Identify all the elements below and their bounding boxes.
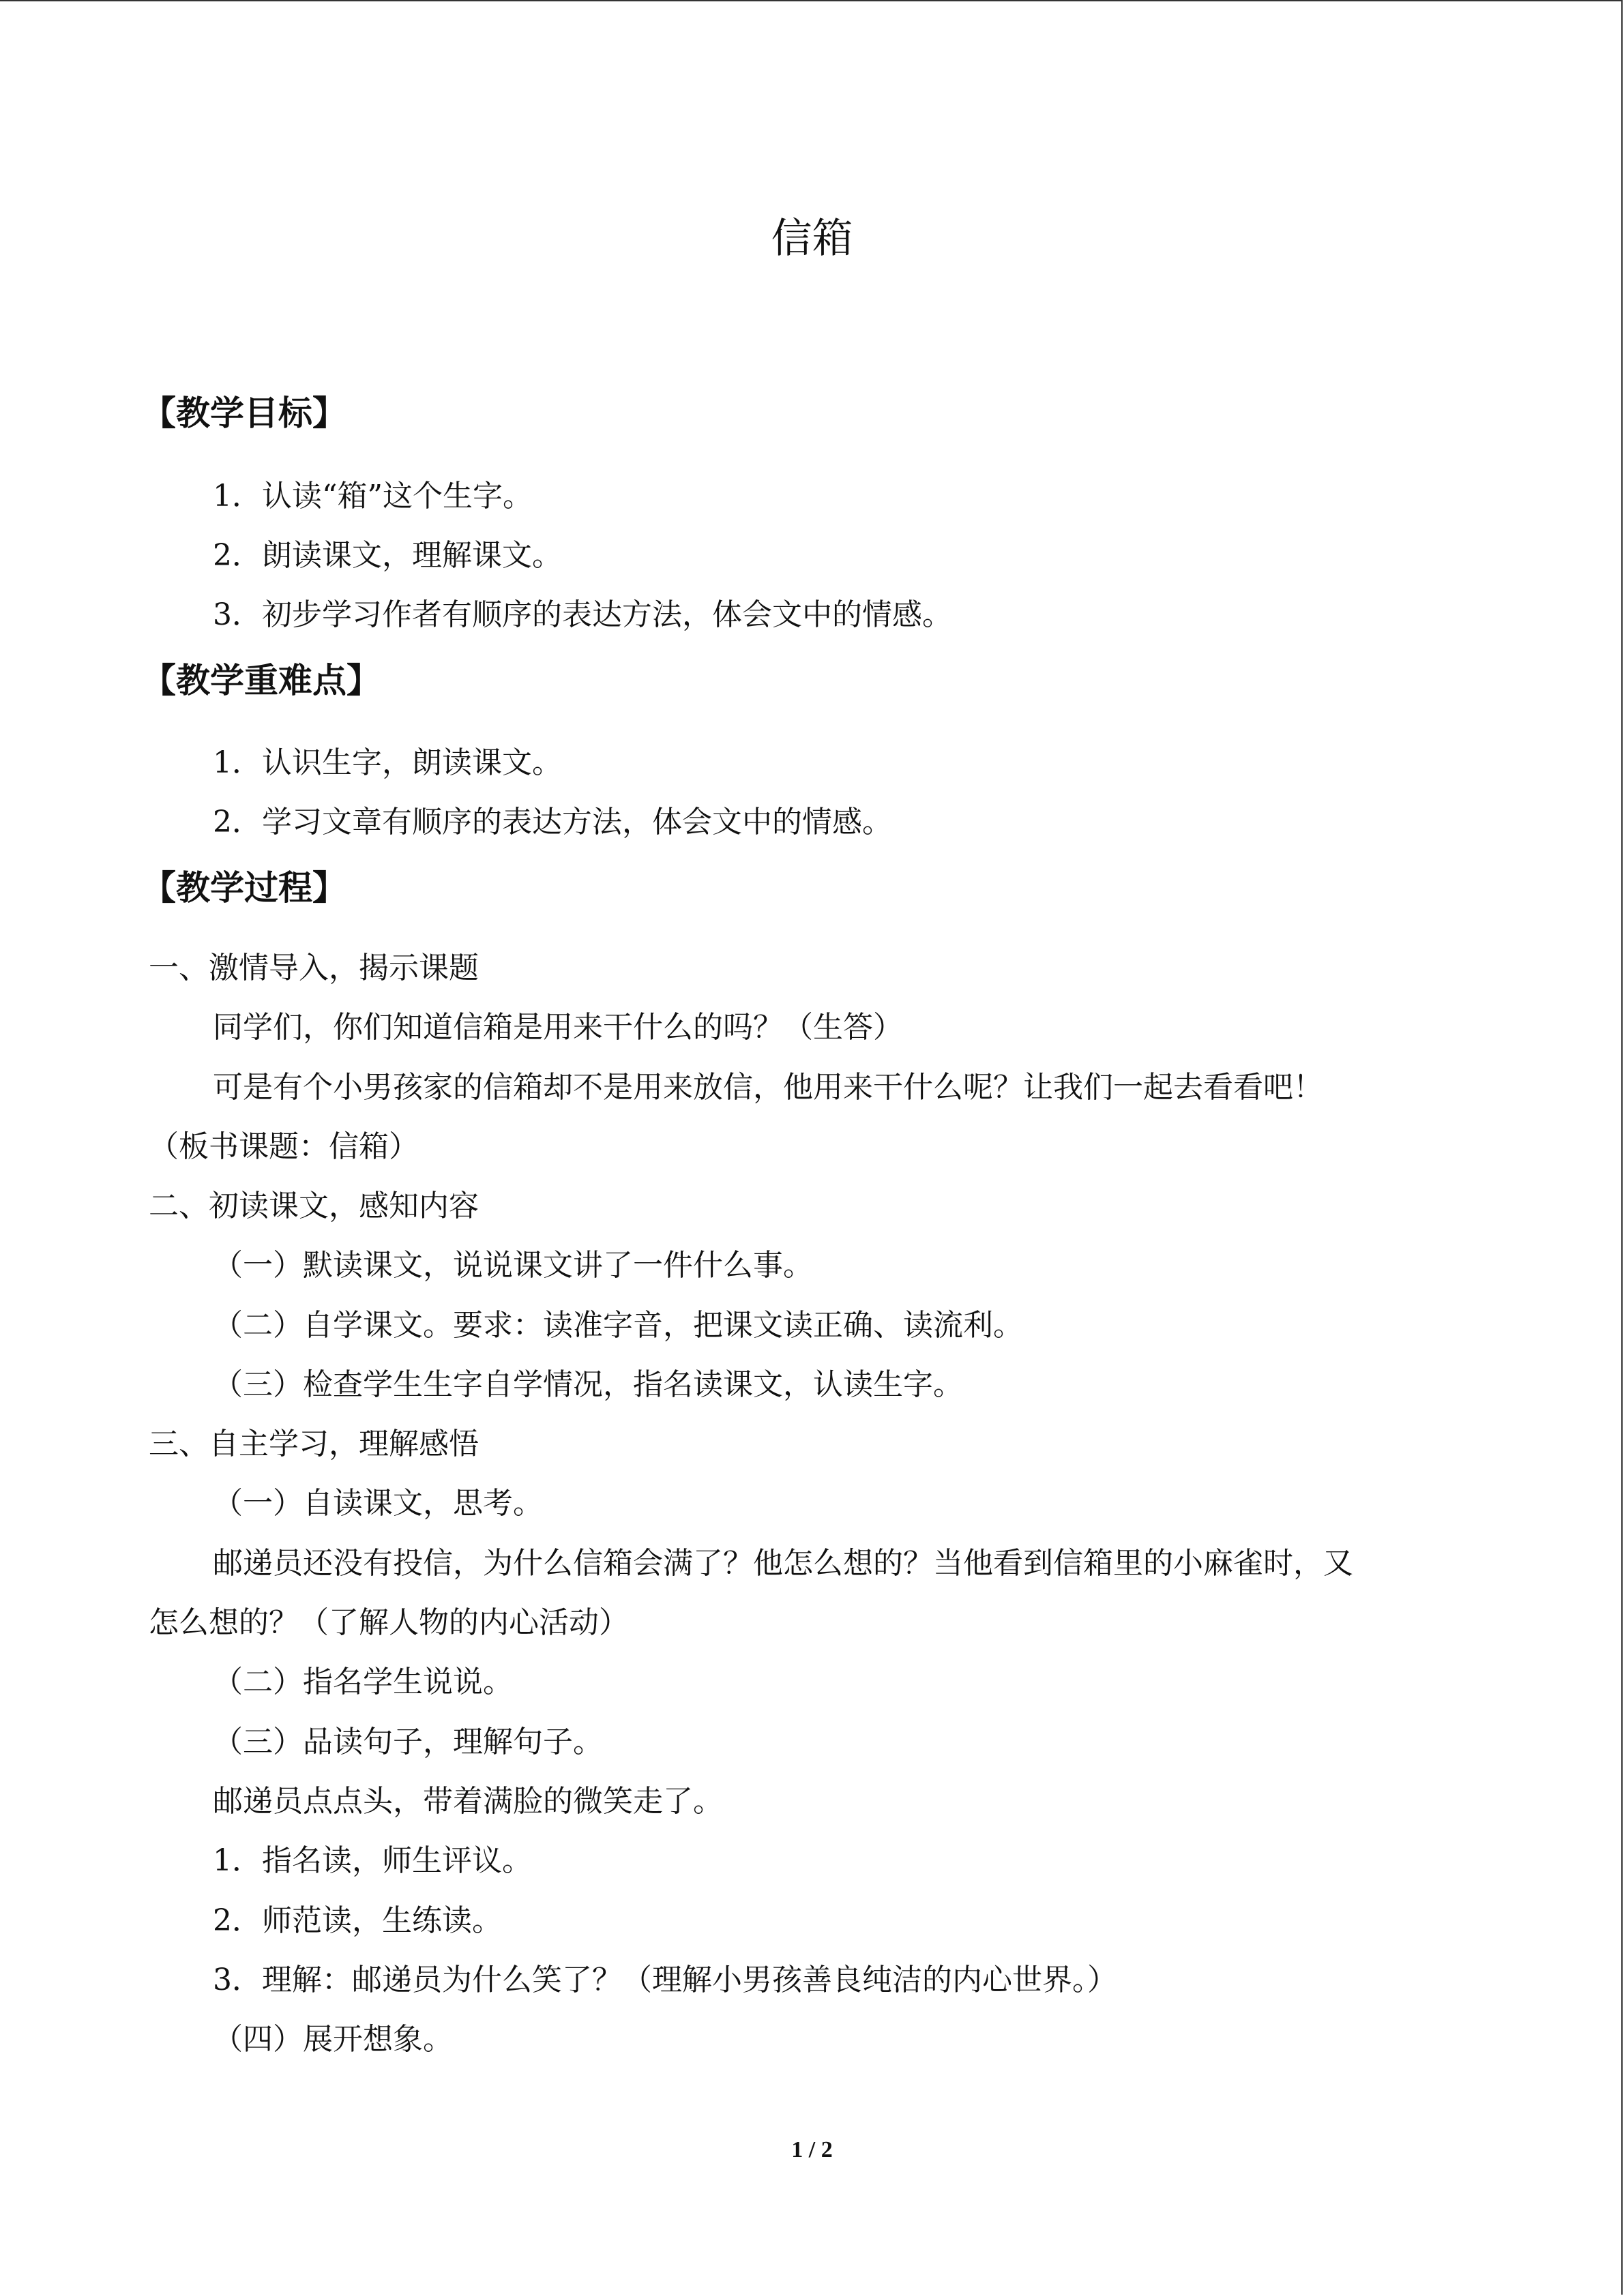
goal-item-2: 2．朗读课文，理解课文。 — [213, 538, 562, 573]
heading-key-points: 【教学重难点】 — [142, 661, 381, 700]
goal-item-1: 1．认读“箱”这个生字。 — [213, 479, 533, 513]
goal-item-3: 3．初步学习作者有顺序的表达方法，体会文中的情感。 — [213, 597, 952, 632]
process-part1-p2a: 可是有个小男孩家的信箱却不是用来放信，他用来干什么呢？让我们一起去看看吧！ — [213, 1070, 1323, 1105]
process-part3-step-1: 1．指名读，师生评议。 — [213, 1843, 532, 1878]
process-part3-sub4: （四）展开想象。 — [213, 2022, 453, 2057]
process-part3-sentence: 邮递员点点头，带着满脸的微笑走了。 — [213, 1784, 723, 1819]
process-part1-p1: 同学们，你们知道信箱是用来干什么的吗？（生答） — [213, 1010, 903, 1045]
page-number: 1 / 2 — [791, 2137, 833, 2162]
process-part2-item-3: （三）检查学生生字自学情况，指名读课文，认读生字。 — [213, 1367, 963, 1402]
heading-teaching-goals: 【教学目标】 — [142, 393, 346, 433]
process-part3-title: 三、自主学习，理解感悟 — [149, 1427, 479, 1461]
process-part2-item-2: （二）自学课文。要求：读准字音，把课文读正确、读流利。 — [213, 1308, 1023, 1343]
process-part2-title: 二、初读课文，感知内容 — [149, 1189, 479, 1223]
process-part3-question-b: 怎么想的？（了解人物的内心活动） — [149, 1605, 629, 1640]
key-point-item-1: 1．认识生字，朗读课文。 — [213, 745, 562, 780]
process-part1-title: 一、激情导入，揭示课题 — [149, 951, 479, 985]
process-part3-sub1: （一）自读课文，思考。 — [213, 1486, 543, 1521]
document-title: 信箱 — [771, 215, 853, 263]
process-part1-p2b: （板书课题：信箱） — [149, 1129, 419, 1164]
process-part3-sub3: （三）品读句子，理解句子。 — [213, 1725, 603, 1759]
process-part3-step-2: 2．师范读，生练读。 — [213, 1903, 502, 1938]
process-part3-step-3: 3．理解：邮递员为什么笑了？（理解小男孩善良纯洁的内心世界。） — [213, 1963, 1117, 1997]
key-point-item-2: 2．学习文章有顺序的表达方法，体会文中的情感。 — [213, 805, 892, 839]
process-part3-question-a: 邮递员还没有投信，为什么信箱会满了？他怎么想的？当他看到信箱里的小麻雀时，又 — [213, 1546, 1353, 1581]
process-part3-sub2: （二）指名学生说说。 — [213, 1665, 513, 1699]
process-part2-item-1: （一）默读课文，说说课文讲了一件什么事。 — [213, 1248, 813, 1283]
heading-teaching-process: 【教学过程】 — [142, 868, 346, 908]
